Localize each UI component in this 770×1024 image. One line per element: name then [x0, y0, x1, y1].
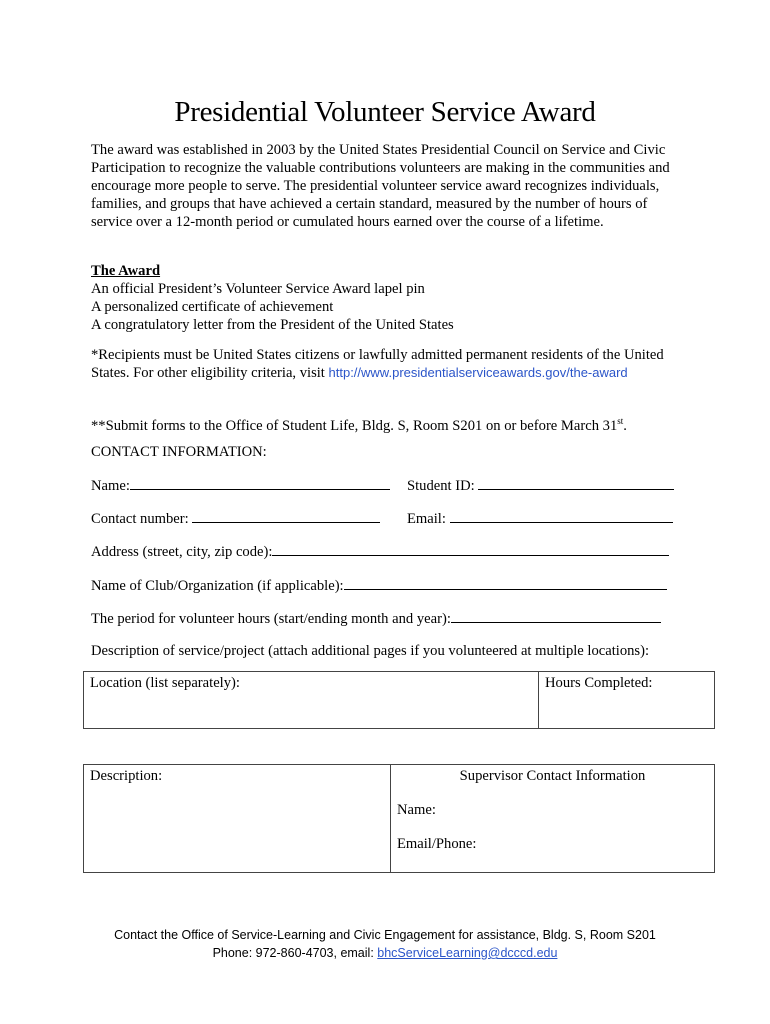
- contact-heading: CONTACT INFORMATION:: [91, 444, 267, 460]
- description-label: Description:: [90, 768, 163, 784]
- address-line[interactable]: [272, 541, 669, 556]
- location-cell[interactable]: [84, 672, 539, 729]
- submit-end: .: [623, 417, 627, 434]
- club-label: Name of Club/Organization (if applicable):: [91, 578, 344, 594]
- description-supervisor-table: [83, 764, 715, 873]
- club-field[interactable]: [91, 575, 667, 595]
- contact-number-label: Contact number:: [91, 511, 189, 527]
- footer-line1: Contact the Office of Service-Learning and Civic Engagement for assistance, Bldg. S, Room S201: [114, 928, 656, 942]
- eligibility-text: *Recipients must be United States citizens or lawfully admitted permanent residents of the United States. For other eligibility criteria, visit: [91, 347, 664, 381]
- name-label: Name:: [91, 478, 130, 494]
- email-field[interactable]: [407, 508, 673, 528]
- hours-label: Hours Completed:: [545, 675, 653, 691]
- submit-note: [91, 412, 681, 435]
- award-heading: The Award: [91, 263, 161, 279]
- footer-email-link[interactable]: bhcServiceLearning@dcccd.edu: [377, 946, 558, 960]
- club-line[interactable]: [344, 575, 667, 590]
- period-label: The period for volunteer hours (start/ending month and year):: [91, 611, 451, 627]
- address-label: Address (street, city, zip code):: [91, 544, 273, 560]
- award-item: A personalized certificate of achievement: [91, 299, 334, 315]
- name-field[interactable]: [91, 475, 390, 495]
- eligibility-note: [91, 346, 681, 382]
- period-field[interactable]: [91, 608, 661, 628]
- description-cell[interactable]: [84, 765, 391, 873]
- supervisor-cell[interactable]: [391, 765, 715, 873]
- location-label: Location (list separately):: [90, 675, 240, 691]
- footer: [0, 926, 770, 962]
- submit-sup: st: [617, 416, 624, 426]
- email-line[interactable]: [450, 508, 673, 523]
- supervisor-name-label: Name:: [397, 802, 436, 818]
- award-item: An official President’s Volunteer Service Award lapel pin: [91, 281, 425, 297]
- hours-cell[interactable]: [539, 672, 715, 729]
- contact-number-line[interactable]: [192, 508, 380, 523]
- contact-number-field[interactable]: [91, 508, 380, 528]
- supervisor-email-phone-label: Email/Phone:: [397, 836, 477, 852]
- address-field[interactable]: [91, 541, 669, 561]
- student-id-line[interactable]: [478, 475, 674, 490]
- intro-paragraph: The award was established in 2003 by the United States Presidential Council on Service and Civic Participation to recognize the valuable contributions volunteers are making in the communities and encourage more people to serve. The presidential volunteer service award recognizes individuals, families, and groups that have achieved a certain standard, measured by the number of hours of service over a 12-month period or cumulated hours earned over the course of a lifetime.: [91, 142, 670, 230]
- page-title: Presidential Volunteer Service Award: [174, 96, 596, 128]
- eligibility-link[interactable]: http://www.presidentialserviceawards.gov/the-award: [328, 365, 628, 380]
- award-item: A congratulatory letter from the President of the United States: [91, 317, 454, 333]
- email-label: Email:: [407, 511, 446, 527]
- description-prompt: Description of service/project (attach additional pages if you volunteered at multiple locations):: [91, 643, 650, 659]
- footer-line2: [0, 944, 770, 962]
- submit-text: **Submit forms to the Office of Student Life, Bldg. S, Room S201 on or before March 31: [91, 417, 618, 434]
- student-id-field[interactable]: [407, 475, 674, 495]
- period-line[interactable]: [451, 608, 661, 623]
- footer-phone: Phone: 972-860-4703, email:: [212, 946, 378, 960]
- award-section: [91, 262, 681, 334]
- name-line[interactable]: [130, 475, 390, 490]
- supervisor-heading: Supervisor Contact Information: [459, 768, 646, 784]
- location-hours-table: [83, 671, 715, 729]
- student-id-label: Student ID:: [407, 478, 475, 494]
